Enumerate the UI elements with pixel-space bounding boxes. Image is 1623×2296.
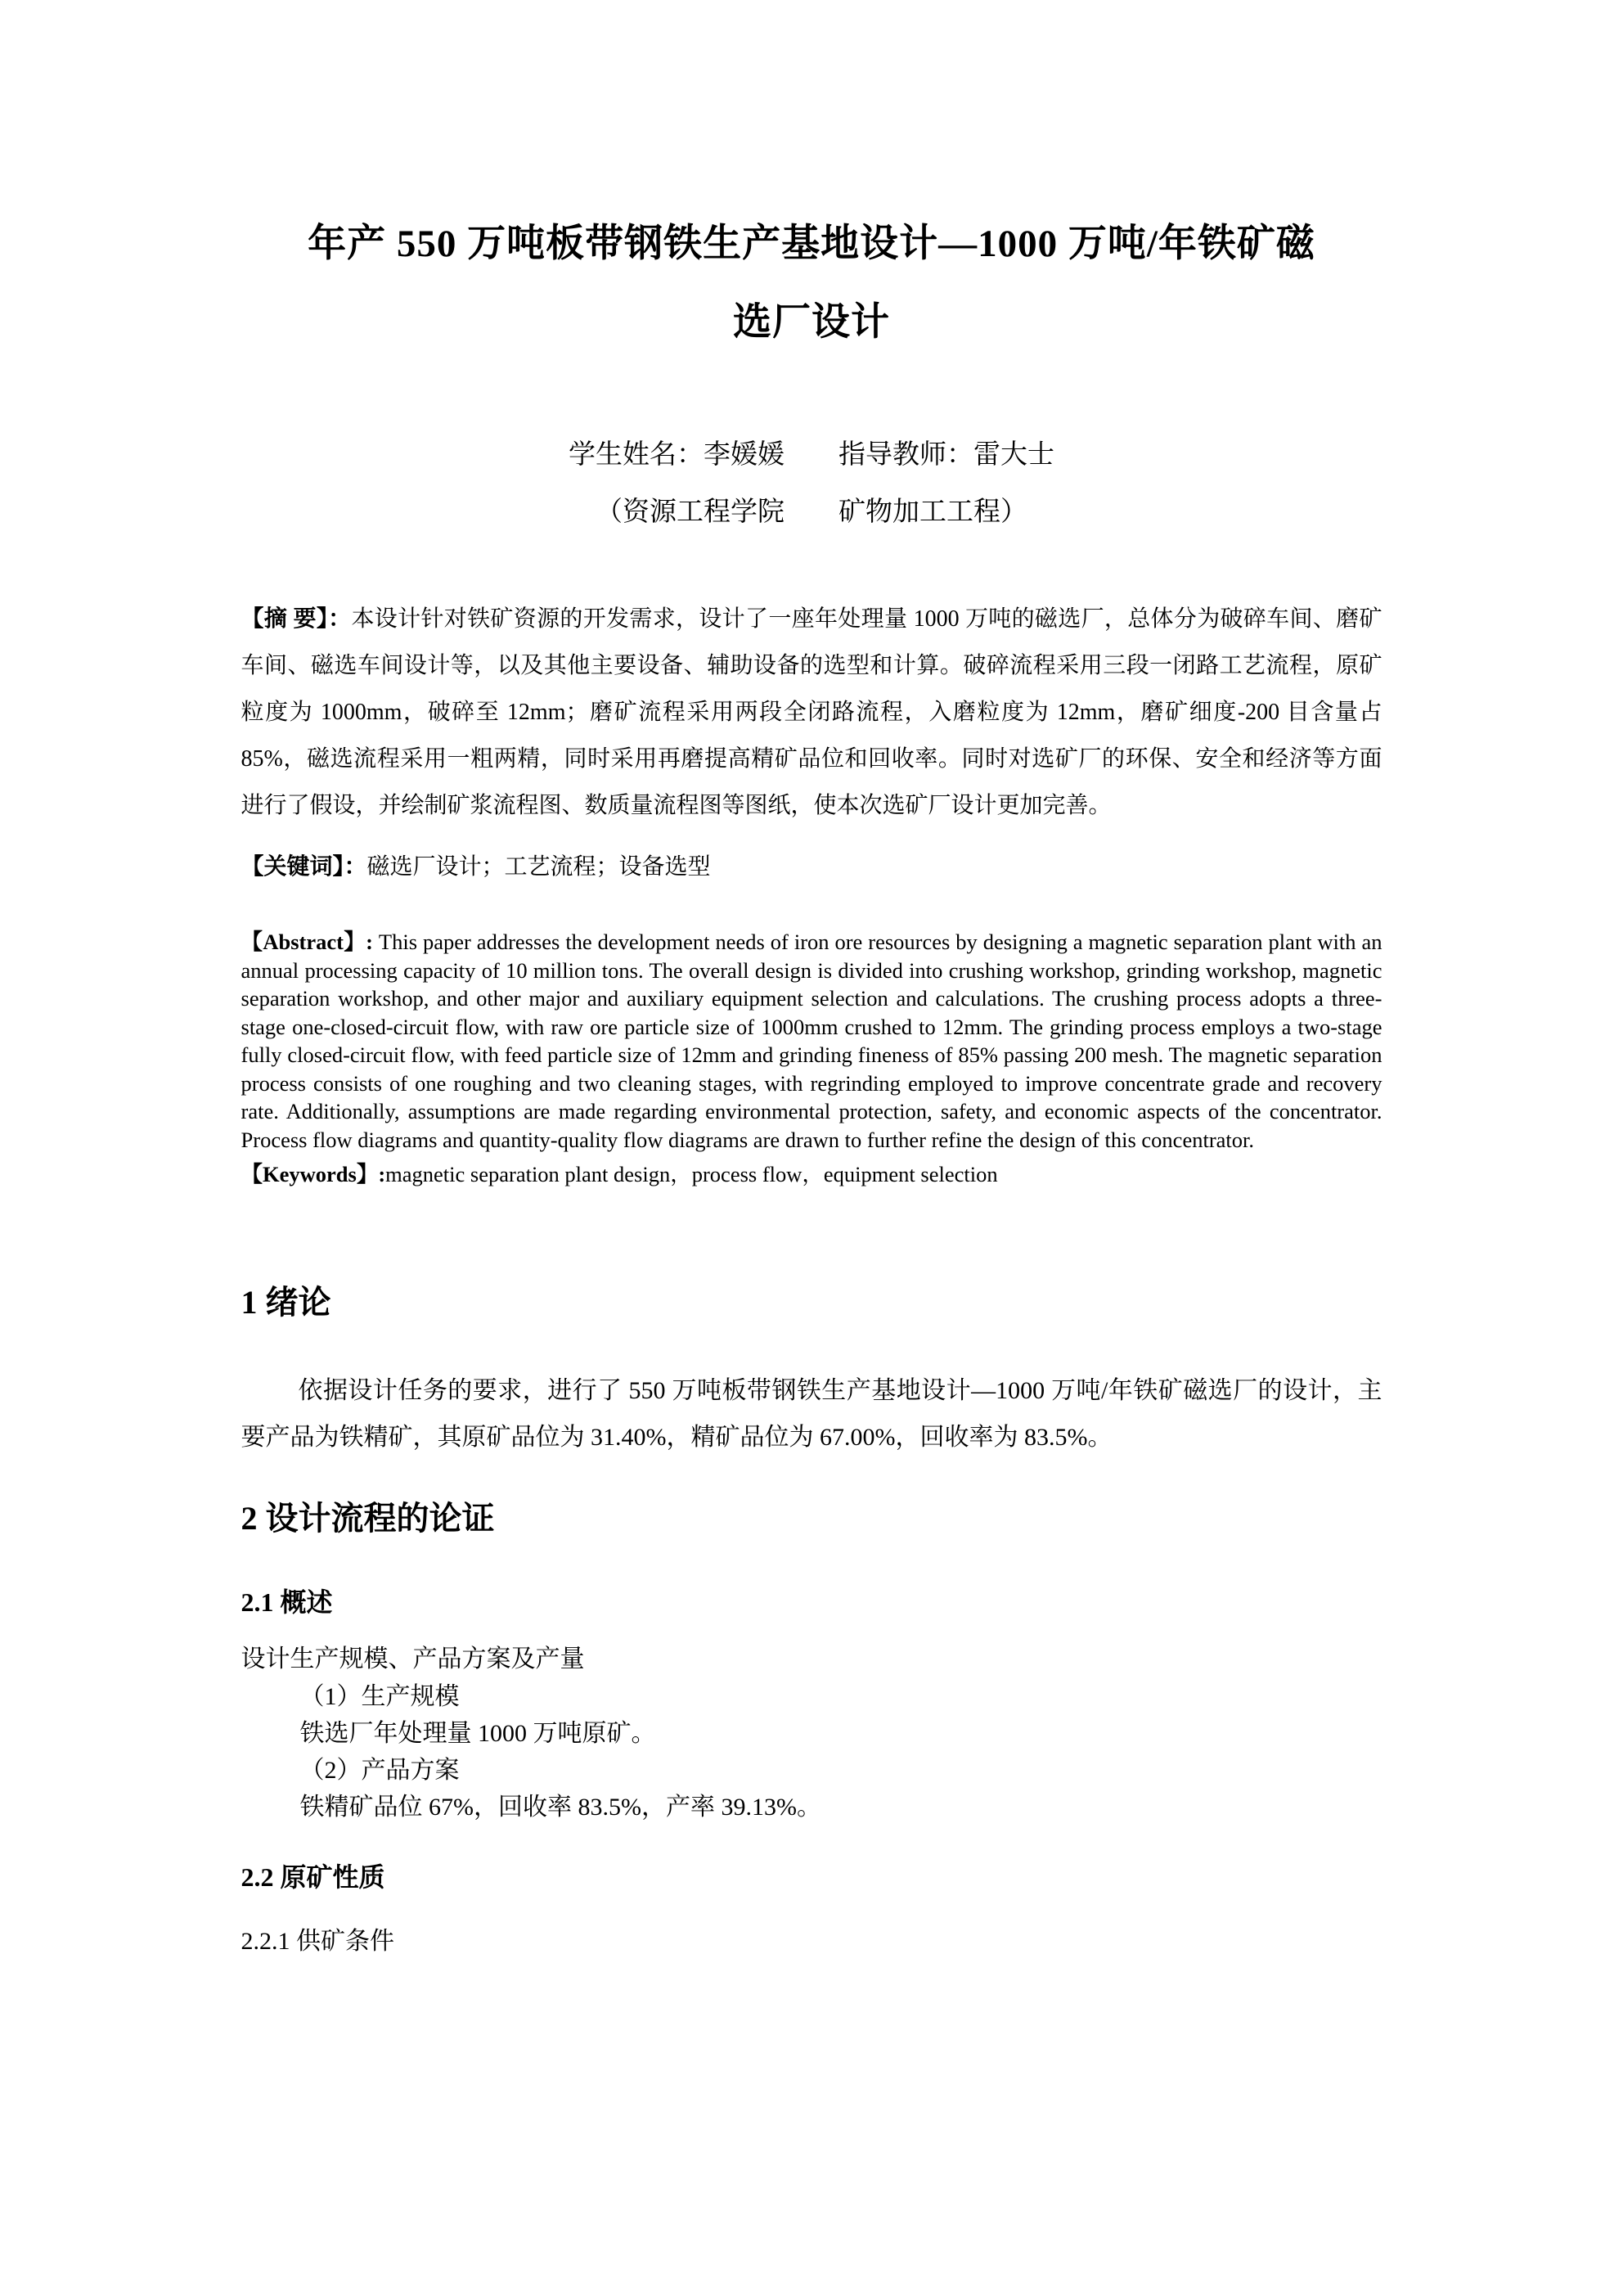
heading-section-2-2: 2.2 原矿性质 xyxy=(241,1862,385,1892)
section-1-paragraph: 依据设计任务的要求，进行了 550 万吨板带钢铁生产基地设计—1000 万吨/年铁矿磁选厂的设计，主要产品为铁精矿，其原矿品位为 31.40%，精矿品位为 67.00%，回收率为 83.5%。 xyxy=(241,1376,1382,1451)
paper-title-line2: 选厂设计 xyxy=(733,301,890,344)
byline xyxy=(241,434,1382,476)
paper-title xyxy=(241,0,1382,362)
scheme-item-3: （2）产品方案 xyxy=(299,1756,460,1784)
keywords-cn xyxy=(241,844,1382,890)
keywords-en-label: 【Keywords】: xyxy=(241,1162,386,1186)
section-2-1-intro: 设计生产规模、产品方案及产量 xyxy=(241,1645,585,1672)
heading-section-2-1: 2.1 概述 xyxy=(241,1587,333,1617)
page-content xyxy=(241,0,1382,1960)
student-name: 学生姓名：李媛媛 xyxy=(569,440,785,470)
scheme-item-4: 铁精矿品位 67%，回收率 83.5%，产率 39.13%。 xyxy=(299,1793,821,1821)
scheme-item-1: （1）生产规模 xyxy=(299,1682,460,1710)
affiliation: （资源工程学院 矿物加工工程） xyxy=(596,497,1027,527)
heading-section-1: 1 绪论 xyxy=(241,1283,331,1321)
abstract-en xyxy=(241,928,1382,1154)
keywords-en xyxy=(241,1160,1382,1189)
heading-section-2-2-1: 2.2.1 供矿条件 xyxy=(241,1927,394,1955)
abstract-cn xyxy=(241,596,1382,829)
advisor-name: 指导教师：雷大士 xyxy=(838,440,1054,470)
keywords-en-body: magnetic separation plant design，process flow，equipment selection xyxy=(385,1162,998,1186)
paper-title-line1: 年产 550 万吨板带钢铁生产基地设计—1000 万吨/年铁矿磁 xyxy=(308,223,1315,265)
abstract-en-body: This paper addresses the development needs of iron ore resources by designing a magnetic separation plant with an annual processing capacity of 10 million tons. The overall design is divided into crushing workshop, grinding workshop, magnetic separation workshop, and other major and auxiliary equipment selection and calculations. The crushing process adopts a three-stage one-closed-circuit flow, with raw ore particle size of 1000mm crushed to 12mm. The grinding process employs a two-stage fully closed-circuit flow, with feed particle size of 12mm and grinding fineness of 85% passing 200 mesh. The magnetic separation process consists of one roughing and two cleaning stages, with regrinding employed to improve concentrate grade and recovery rate. Additionally, assumptions are made regarding environmental protection, safety, and economic aspects of the concentrator. Process flow diagrams and quantity-quality flow diagrams are drawn to further refine the design of this concentrator. xyxy=(241,930,1382,1152)
abstract-en-label: 【Abstract】: xyxy=(241,930,373,954)
heading-section-2: 2 设计流程的论证 xyxy=(241,1499,495,1537)
keywords-cn-label: 【关键词】： xyxy=(241,854,367,880)
abstract-cn-label: 【摘 要】： xyxy=(241,606,352,632)
scheme-item-2: 铁选厂年处理量 1000 万吨原矿。 xyxy=(299,1719,656,1747)
keywords-cn-body: 磁选厂设计；工艺流程；设备选型 xyxy=(366,854,711,880)
abstract-cn-body: 本设计针对铁矿资源的开发需求，设计了一座年处理量 1000 万吨的磁选厂，总体分为破碎车间、磨矿车间、磁选车间设计等，以及其他主要设备、辅助设备的选型和计算。破碎流程采用三段一闭路工艺流程，原矿粒度为 1000mm，破碎至 12mm；磨矿流程采用两段全闭路流程，入磨粒度为 12mm，磨矿细度-200 目含量占 85%，磁选流程采用一粗两精，同时采用再磨提高精矿品位和回收率。同时对选矿厂的环保、安全和经济等方面进行了假设，并绘制矿浆流程图、数质量流程图等图纸，使本次选矿厂设计更加完善。 xyxy=(241,606,1382,818)
